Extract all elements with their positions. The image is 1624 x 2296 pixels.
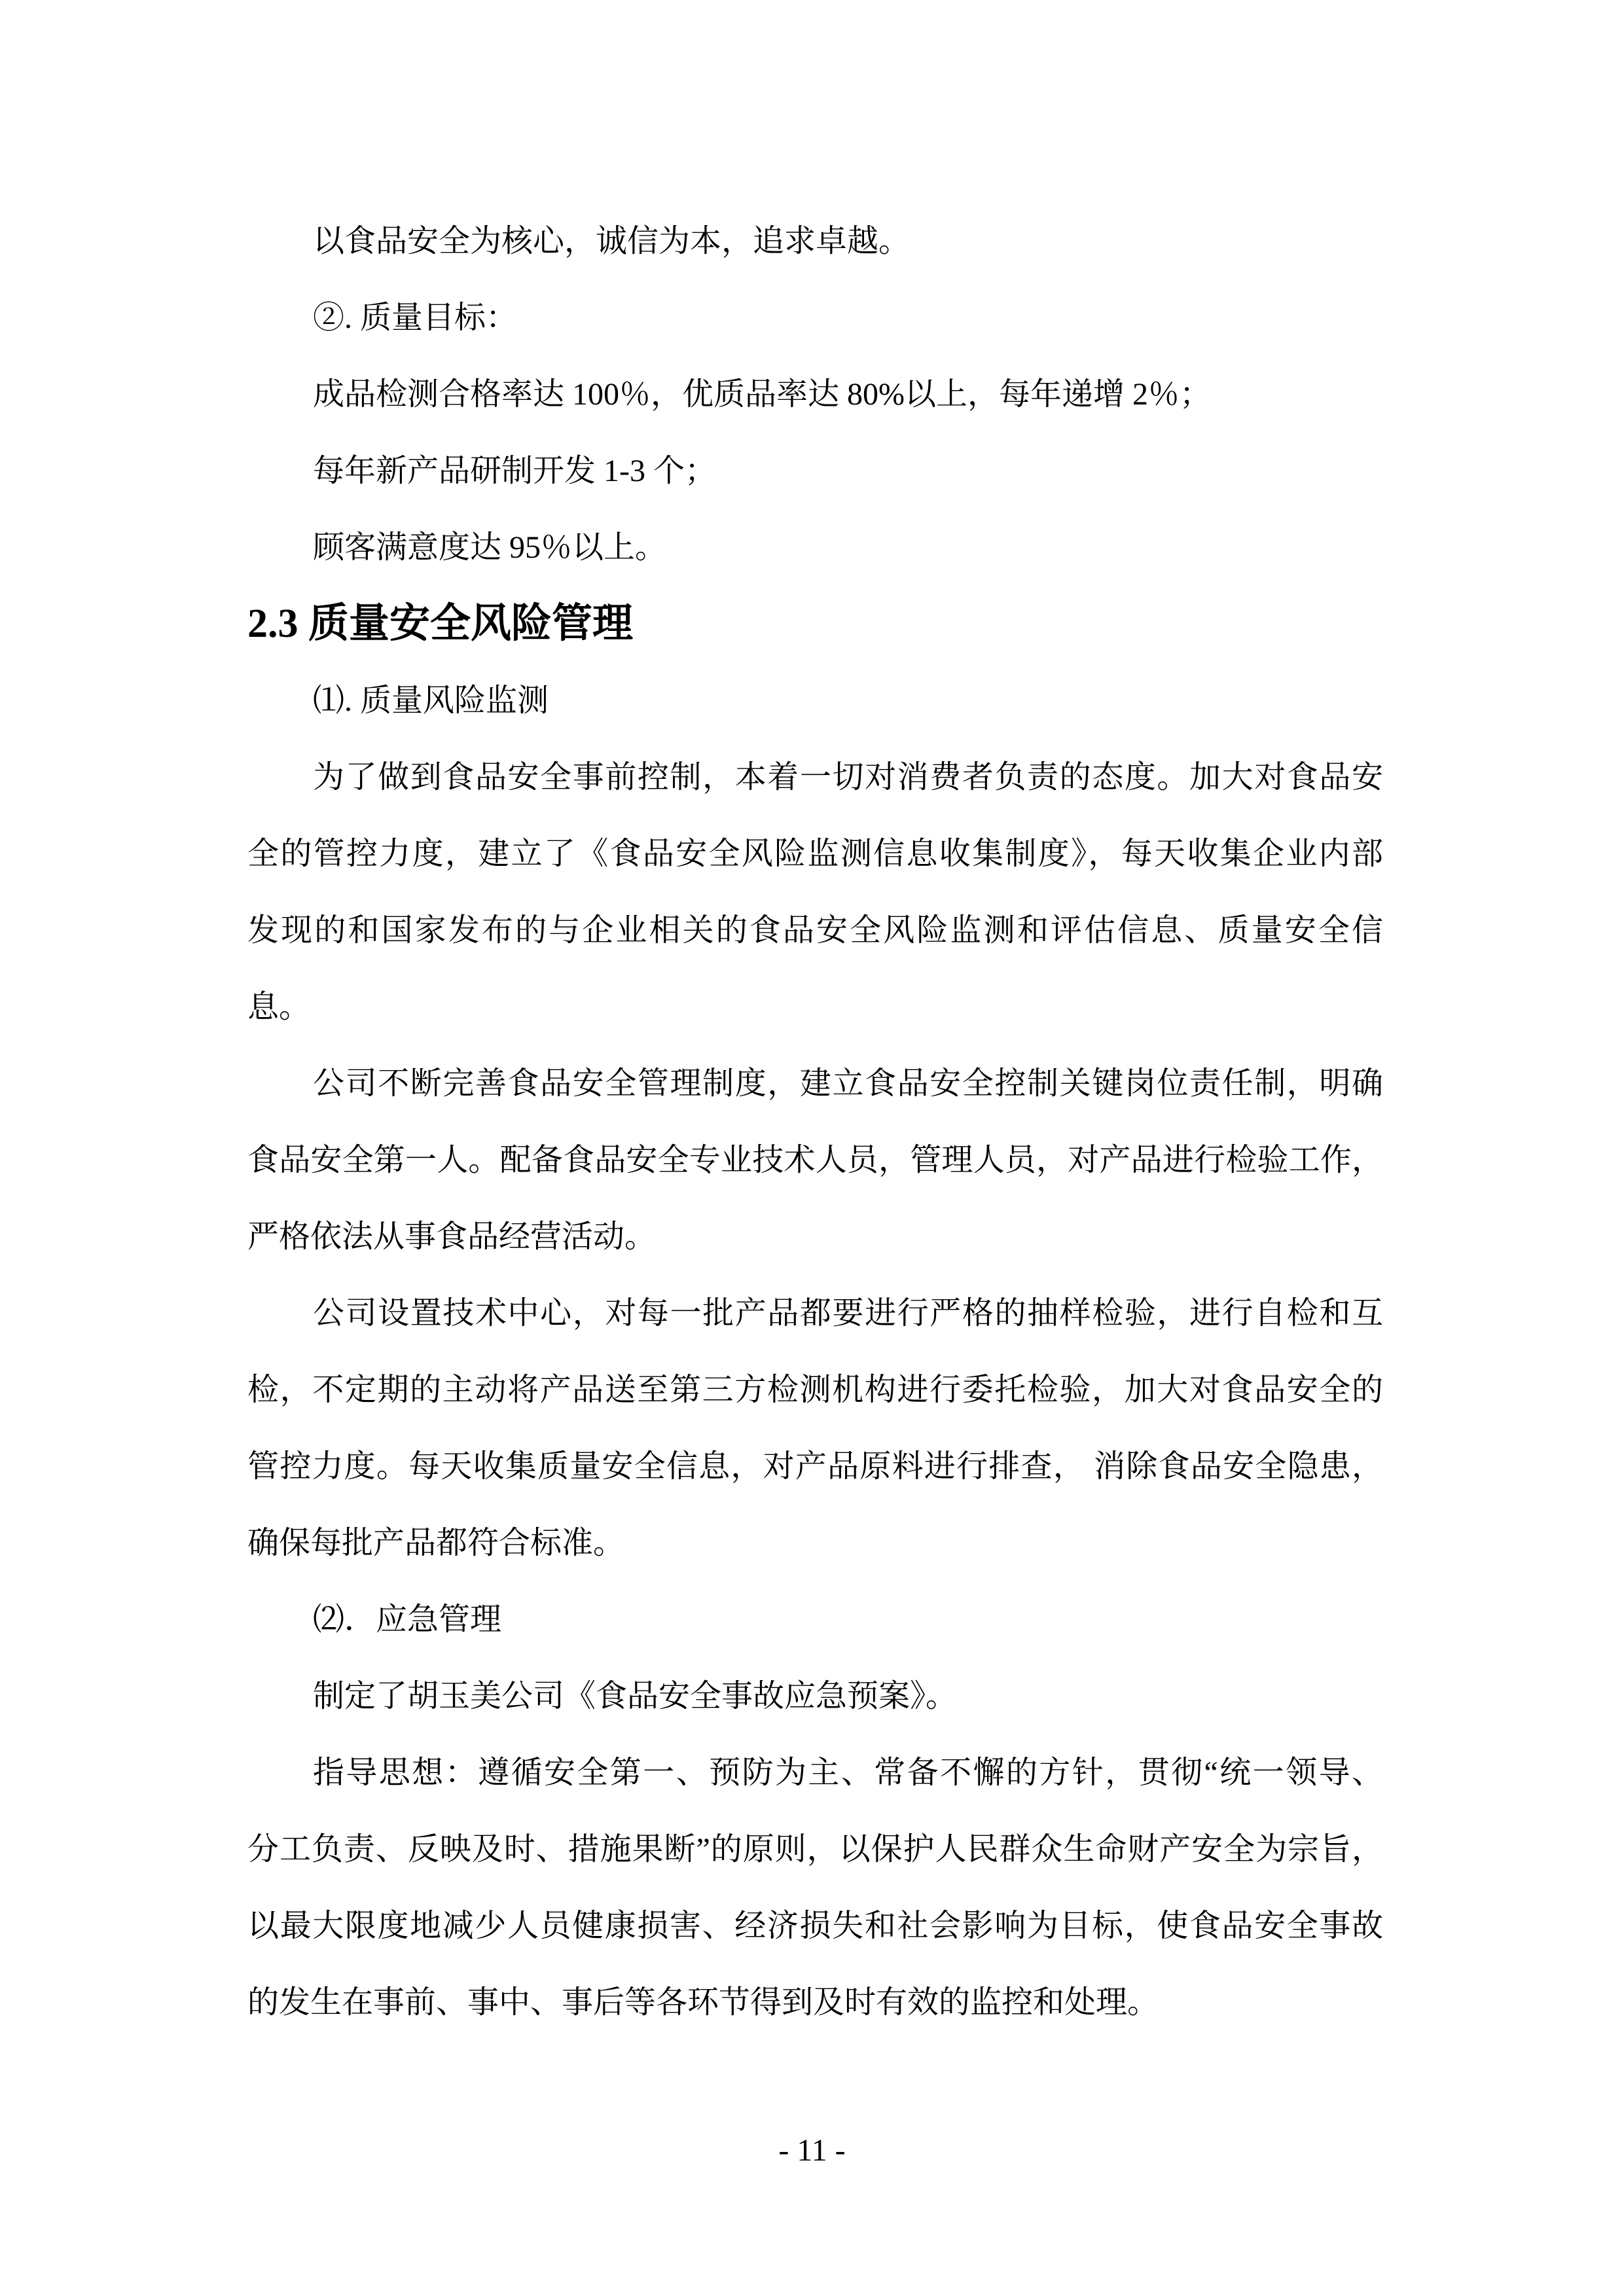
paragraph-line: 公司不断完善食品安全管理制度，建立食品安全控制关键岗位责任制，明确 [313, 1066, 1383, 1101]
paragraph-line: 全的管控力度，建立了《食品安全风险监测信息收集制度》，每天收集企业内部 [247, 836, 1383, 871]
page-number: - 11 - [778, 2133, 846, 2168]
paragraph-line: 为了做到食品安全事前控制，本着一切对消费者负责的态度。加大对食品安 [313, 760, 1383, 795]
paragraph-line: 每年新产品研制开发 1-3 个； [313, 454, 716, 488]
subsection-heading-emergency-management: ⑵．应急管理 [313, 1602, 502, 1637]
paragraph-line: 食品安全第一人。配备食品安全专业技术人员，管理人员，对产品进行检验工作， [247, 1143, 1383, 1177]
paragraph-line: 以食品安全为核心，诚信为本，追求卓越。 [313, 224, 911, 259]
paragraph-line: 指导思想：遵循安全第一、预防为主、常备不懈的方针，贯彻“统一领导、 [313, 1755, 1383, 1790]
paragraph-line: 公司设置技术中心，对每一批产品都要进行严格的抽样检验，进行自检和互 [313, 1296, 1383, 1331]
paragraph-line: 以最大限度地减少人员健康损害、经济损失和社会影响为目标，使食品安全事故 [247, 1909, 1383, 1943]
section-heading: 2.3 质量安全风险管理 [247, 601, 634, 646]
paragraph-line: 的发生在事前、事中、事后等各环节得到及时有效的监控和处理。 [247, 1985, 1159, 2020]
paragraph-line: 发现的和国家发布的与企业相关的食品安全风险监测和评估信息、质量安全信 [247, 913, 1383, 948]
paragraph-line: 严格依法从事食品经营活动。 [247, 1219, 657, 1254]
paragraph-line: 检，不定期的主动将产品送至第三方检测机构进行委托检验，加大对食品安全的 [247, 1372, 1383, 1407]
paragraph-line: 成品检测合格率达 100％，优质品率达 80%以上，每年递增 2％； [313, 377, 1211, 412]
subsection-heading-risk-monitoring: ⑴. 质量风险监测 [313, 683, 549, 718]
paragraph-line: 分工负责、反映及时、措施果断”的原则，以保护人民群众生命财产安全为宗旨， [247, 1832, 1383, 1867]
paragraph-line: 确保每批产品都符合标准。 [247, 1526, 625, 1560]
document-body [247, 203, 1383, 2041]
paragraph-line: 顾客满意度达 95％以上。 [313, 530, 667, 565]
list-item-quality-goal: ②. 质量目标： [313, 300, 518, 335]
paragraph-line: 管控力度。每天收集质量安全信息，对产品原料进行排查， 消除食品安全隐患， [247, 1449, 1383, 1484]
paragraph-line: 息。 [247, 990, 311, 1024]
paragraph-line: 制定了胡玉美公司《食品安全事故应急预案》。 [313, 1679, 958, 1713]
